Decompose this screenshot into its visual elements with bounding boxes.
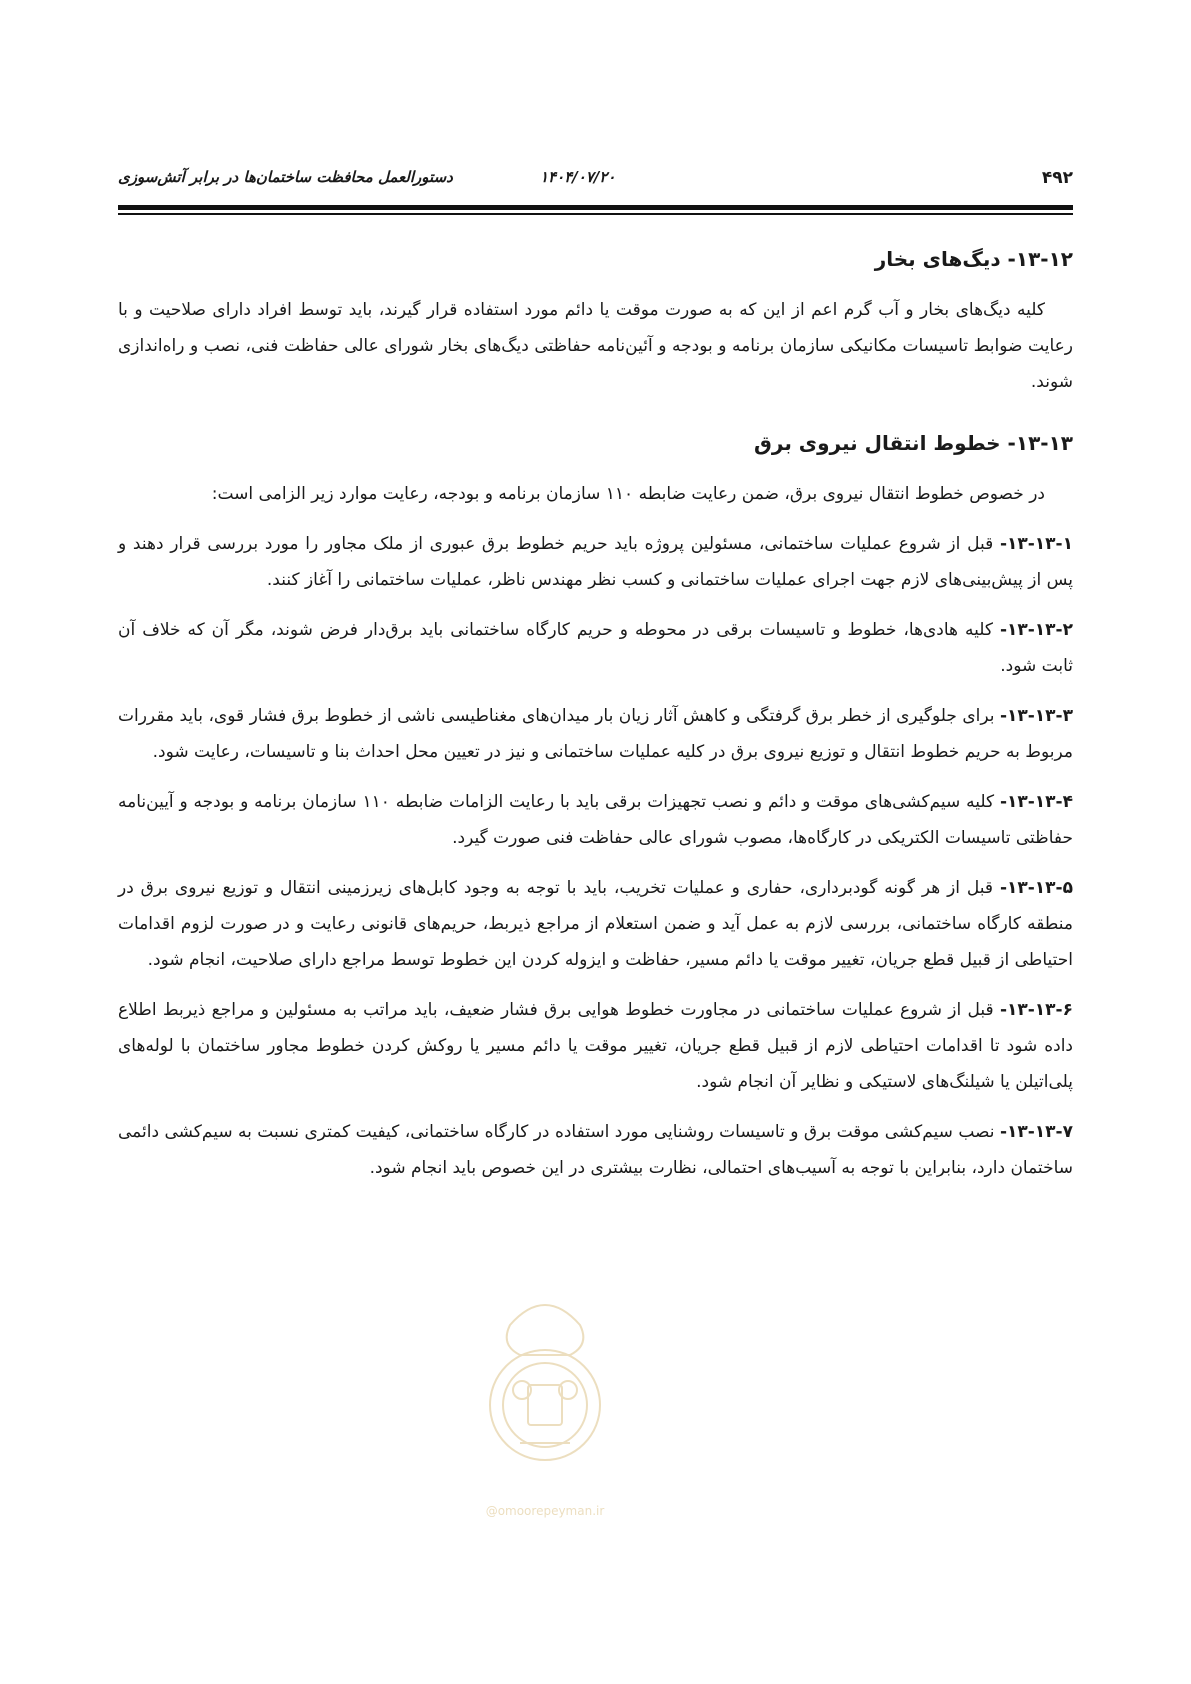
clause-text: قبل از شروع عملیات ساختمانی، مسئولین پروژه باید حریم خطوط برق عبوری از ملک مجاور را مورد بررسی قرار دهند و پس از پیش‌بینی‌های لازم جهت اجرای عملیات ساختمانی و کسب نظر مهندس ناظر، عملیات ساختمانی را آغاز کنند. [118, 534, 1073, 590]
watermark-text: @omoorepeyman.ir [485, 1504, 605, 1518]
clause [118, 1114, 1073, 1186]
clause-text: برای جلوگیری از خطر برق گرفتگی و کاهش آثار زیان بار میدان‌های مغناطیسی ناشی از خطوط برق فشار قوی، باید مقررات مربوط به حریم خطوط انتقال و توزیع نیروی برق در کلیه عملیات ساختمانی و نیز در تعیین محل احداث بنا و تاسیسات، رعایت شود. [118, 706, 1073, 762]
clause-number: ۱۳-۱۳-۶- [999, 1000, 1073, 1020]
section-heading: ۱۳-۱۳- خطوط انتقال نیروی برق [754, 431, 1073, 455]
clause [118, 612, 1073, 684]
document-body [118, 242, 1073, 1200]
paragraph-text: کلیه دیگ‌های بخار و آب گرم اعم از این که به صورت موقت یا دائم مورد استفاده قرار گیرند، باید توسط افراد دارای صلاحیت و با رعایت ضوابط تاسیسات مکانیکی سازمان برنامه و بودجه و آئین‌نامه حفاظتی دیگ‌های بخار شورای عالی حفاظت فنی، نصب و راه‌اندازی شوند. [118, 300, 1073, 392]
clause-text: نصب سیم‌کشی موقت برق و تاسیسات روشنایی مورد استفاده در کارگاه ساختمانی، کیفیت کمتری نسبت به سیم‌کشی دائمی ساختمان دارد، بنابراین با توجه به آسیب‌های احتمالی، نظارت بیشتری در این خصوص باید انجام شود. [118, 1122, 1073, 1178]
clause-text: قبل از هر گونه گودبرداری، حفاری و عملیات تخریب، باید با توجه به وجود کابل‌های زیرزمینی انتقال و توزیع نیروی برق در منطقه کارگاه ساختمانی، بررسی لازم به عمل آید و ضمن استعلام از مراجع ذیربط، حریم‌های قانونی رعایت و در صورت لزوم اقدامات احتیاطی از قبیل قطع جریان، تغییر موقت یا دائم مسیر، حفاظت و ایزوله کردن این خطوط توسط مراجع دارای صلاحیت، انجام شود. [118, 878, 1073, 970]
clause-number: ۱۳-۱۳-۵- [999, 878, 1073, 898]
page-header [118, 168, 1073, 194]
seal-icon [470, 1285, 620, 1525]
paragraph [118, 292, 1073, 400]
header-rule-thin [118, 213, 1073, 215]
clause-text: کلیه سیم‌کشی‌های موقت و دائم و نصب تجهیزات برقی باید با رعایت الزامات ضابطه ۱۱۰ سازمان برنامه و بودجه و آیین‌نامه حفاظتی تاسیسات الکتریکی در کارگاه‌ها، مصوب شورای عالی حفاظت فنی صورت گیرد. [118, 792, 1073, 848]
header-date: ۱۴۰۴/۰۷/۲۰ [540, 168, 616, 186]
paragraph-text: در خصوص خطوط انتقال نیروی برق، ضمن رعایت ضابطه ۱۱۰ سازمان برنامه و بودجه، رعایت موارد زیر الزامی است: [211, 484, 1045, 504]
clause [118, 698, 1073, 770]
clause-number: ۱۳-۱۳-۳- [999, 706, 1073, 726]
clause [118, 784, 1073, 856]
clause-number: ۱۳-۱۳-۷- [999, 1122, 1073, 1142]
clause [118, 992, 1073, 1100]
page-number: ۴۹۲ [1041, 168, 1073, 188]
running-title: دستورالعمل محافظت ساختمان‌ها در برابر آتش‌سوزی [118, 168, 453, 186]
clause-number: ۱۳-۱۳-۱- [999, 534, 1073, 554]
clause [118, 870, 1073, 978]
section-steam-boilers [118, 242, 1073, 400]
clause-text: کلیه هادی‌ها، خطوط و تاسیسات برقی در محوطه و حریم کارگاه ساختمانی باید برق‌دار فرض شوند، مگر آن که خلاف آن ثابت شود. [118, 620, 1073, 676]
section-heading: ۱۳-۱۲- دیگ‌های بخار [874, 247, 1073, 271]
paragraph [118, 476, 1073, 512]
publisher-seal-watermark [470, 1285, 620, 1525]
header-rule-thick [118, 205, 1073, 210]
clause-text: قبل از شروع عملیات ساختمانی در مجاورت خطوط هوایی برق فشار ضعیف، باید مراتب به مسئولین و مراجع ذیربط اطلاع داده شود تا اقدامات احتیاطی لازم از قبیل قطع جریان، تغییر موقت یا دائم مسیر یا روکش کردن خطوط مجاور ساختمان با لوله‌های پلی‌اتیلن یا شیلنگ‌های لاستیکی و نظایر آن انجام شود. [118, 1000, 1073, 1092]
clause-number: ۱۳-۱۳-۴- [999, 792, 1073, 812]
clause [118, 526, 1073, 598]
clause-number: ۱۳-۱۳-۲- [999, 620, 1073, 640]
section-power-lines [118, 426, 1073, 1186]
